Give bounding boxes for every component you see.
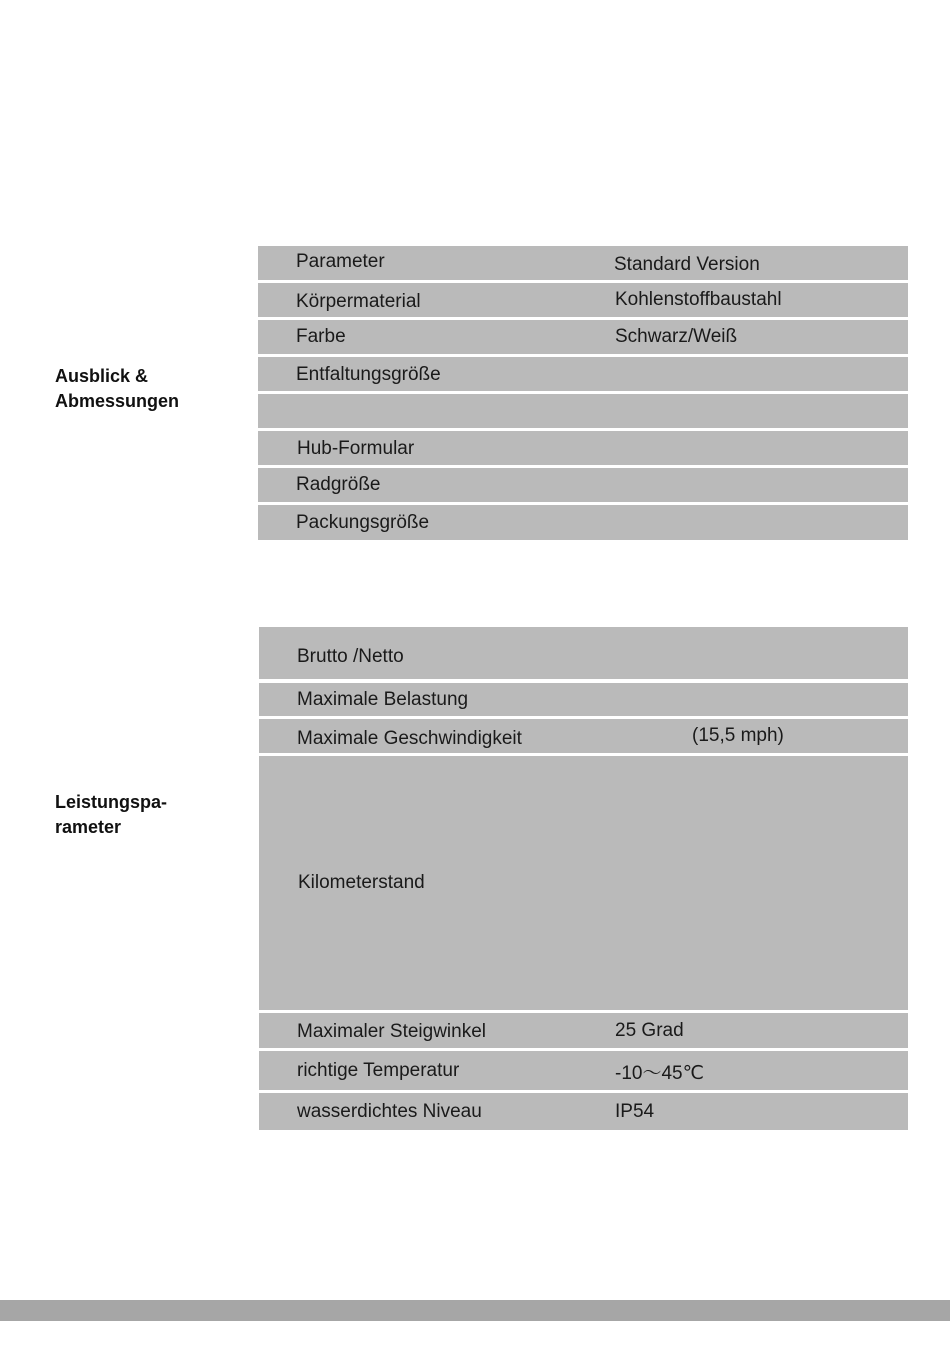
row-label: Parameter: [296, 251, 385, 272]
table-row: [258, 357, 908, 391]
row-label: Brutto /Netto: [297, 646, 404, 667]
row-label: wasserdichtes Niveau: [297, 1101, 482, 1122]
table-row: [259, 683, 908, 716]
row-label: Körpermaterial: [296, 291, 421, 312]
section-title-line: Leistungspa-: [55, 792, 168, 812]
row-label: Hub-Formular: [297, 438, 415, 459]
section-title-line: Abmessungen: [55, 391, 180, 411]
row-label: Farbe: [296, 326, 346, 347]
section-title-line: rameter: [55, 817, 122, 837]
row-label: Maximaler Steigwinkel: [297, 1021, 487, 1042]
row-value: IP54: [615, 1101, 655, 1122]
row-value: -10～45℃: [615, 1063, 704, 1084]
footer-bar: [0, 1300, 950, 1321]
table-row: [258, 468, 908, 502]
row-value: Standard Version: [614, 254, 760, 275]
table-row: [259, 1051, 908, 1090]
row-value: (15,5 mph): [692, 725, 784, 746]
table-row: [258, 505, 908, 540]
row-value: 25 Grad: [615, 1020, 684, 1041]
table-row: [258, 320, 908, 354]
table-row: [259, 719, 908, 753]
row-label: Entfaltungsgröße: [296, 364, 441, 385]
row-value: Kohlenstoffbaustahl: [615, 289, 782, 310]
table-row: [258, 394, 908, 428]
table-row: [258, 431, 908, 465]
table-row: [259, 756, 908, 1010]
section-title-line: Ausblick &: [55, 366, 149, 386]
row-label: richtige Temperatur: [297, 1060, 460, 1081]
section-title-performance: [55, 790, 167, 840]
row-label: Maximale Belastung: [297, 689, 469, 710]
table-row: [258, 246, 908, 280]
row-label: Kilometerstand: [298, 872, 425, 893]
table-row: [258, 283, 908, 317]
table-row: [259, 627, 908, 679]
row-label: Packungsgröße: [296, 512, 430, 533]
row-value: Schwarz/Weiß: [615, 326, 738, 347]
table-row: [259, 1013, 908, 1048]
row-label: Maximale Geschwindigkeit: [297, 728, 522, 749]
row-label: Radgröße: [296, 474, 381, 495]
table-row: [259, 1093, 908, 1130]
section-title-appearance: [55, 364, 179, 414]
